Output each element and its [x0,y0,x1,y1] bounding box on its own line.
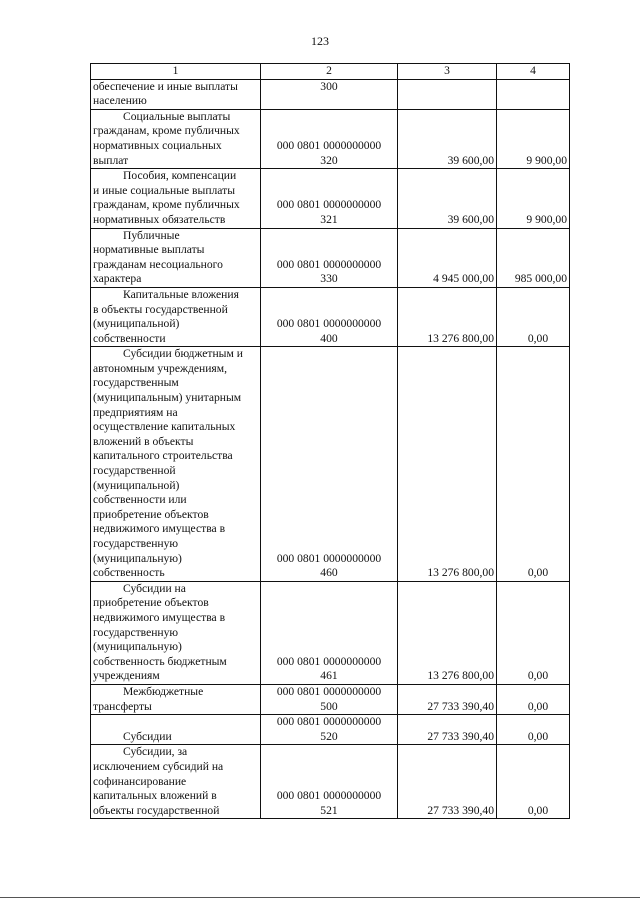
row-name-line: Социальные выплаты [123,109,231,123]
row-amount-col4: 0,00 [497,684,570,714]
row-name-line: собственности [93,331,166,345]
row-name-cell [91,715,261,745]
row-amount-col3 [398,79,497,109]
row-name-line: гражданам, кроме публичных [93,198,240,212]
row-name-line: государственную [93,537,179,550]
table-row [91,684,570,714]
row-amount-col4: 0,00 [497,347,570,582]
table-row [91,79,570,109]
row-name-line: Капитальные вложения [123,287,239,301]
row-name-line: (муниципальным) унитарным [93,391,242,405]
row-code-cell [261,228,398,287]
table-row [91,109,570,168]
table-row [91,715,570,745]
row-name-line: в объекты государственной [93,302,228,316]
row-name-cell [91,347,261,582]
code-type: 321 [320,212,338,226]
row-amount-col4: 0,00 [497,287,570,346]
row-name-line: (муниципальную) [93,640,182,654]
row-code-cell [261,715,398,745]
row-name-line: (муниципальной) [93,478,180,492]
row-amount-col3: 39 600,00 [398,169,497,228]
row-name-cell [91,287,261,346]
row-amount-col4: 0,00 [497,715,570,745]
code-classifier: 000 0801 0000000000 [276,684,382,698]
table-header-row [91,64,570,80]
row-name-cell [91,169,261,228]
row-amount-col3: 27 733 390,40 [398,745,497,819]
row-code-cell [261,347,398,582]
code-type: 500 [320,699,338,713]
table-row [91,169,570,228]
row-amount-col3: 13 276 800,00 [398,287,497,346]
code-classifier: 000 0801 0000000000 [276,317,382,331]
row-name-line: недвижимого имущества в [93,610,226,624]
table-row [91,581,570,684]
row-name-line: капитального строительства [93,449,233,463]
table-row [91,287,570,346]
row-name-line: исключением субсидий на [93,759,224,773]
row-name-cell [91,228,261,287]
row-name-cell [91,79,261,109]
row-name-line: собственность бюджетным [93,654,227,668]
column-header-3: 3 [398,64,497,80]
row-code-cell [261,287,398,346]
row-code-cell [261,684,398,714]
row-amount-col3: 39 600,00 [398,109,497,168]
table-row [91,228,570,287]
code-classifier: 000 0801 0000000000 [276,138,382,152]
row-name-line: государственной [93,464,176,478]
row-name-line: Публичные [123,228,180,242]
code-type: 300 [320,79,338,93]
row-amount-col4: 9 900,00 [497,169,570,228]
row-name-line: собственность [93,566,165,580]
row-name-line: Субсидии [123,729,172,743]
row-amount-col4: 9 900,00 [497,109,570,168]
code-classifier: 000 0801 0000000000 [276,715,382,729]
row-name-line: Субсидии, за [123,745,188,759]
row-amount-col4: 0,00 [497,581,570,684]
row-amount-col3: 27 733 390,40 [398,715,497,745]
row-name-line: гражданам несоциального [93,257,223,271]
row-name-line: Субсидии бюджетным и [123,347,243,361]
row-name-line: осуществление капитальных [93,420,236,434]
row-name-line: автономным учреждениям, [93,361,227,375]
row-name-line: государственную [93,625,179,639]
row-code-cell [261,79,398,109]
budget-table [90,63,570,819]
row-name-cell [91,745,261,819]
row-amount-col3: 13 276 800,00 [398,581,497,684]
row-name-line [93,715,258,730]
row-name-line: нормативные выплаты [93,243,205,257]
row-name-line: софинансирование [93,774,187,788]
code-classifier: 000 0801 0000000000 [276,789,382,803]
row-name-line: Пособия, компенсации [123,169,237,183]
row-code-cell [261,745,398,819]
column-header-2: 2 [261,64,398,80]
code-type: 461 [320,669,338,683]
row-name-line: вложений в объекты [93,434,194,448]
row-name-cell [91,109,261,168]
row-name-cell [91,581,261,684]
column-header-1: 1 [91,64,261,80]
row-name-line: недвижимого имущества в [93,522,226,536]
row-amount-col4 [497,79,570,109]
row-name-line: капитальных вложений в [93,789,217,803]
row-name-line: приобретение объектов [93,596,209,610]
code-classifier: 000 0801 0000000000 [276,551,382,565]
row-name-line: обеспечение и иные выплаты [93,79,238,93]
column-header-4: 4 [497,64,570,80]
code-type: 460 [320,566,338,580]
row-code-cell [261,109,398,168]
code-type: 520 [320,729,338,743]
row-name-line: трансферты [93,699,152,713]
row-code-cell [261,581,398,684]
row-name-line: гражданам, кроме публичных [93,124,240,138]
row-name-line: Субсидии на [123,581,186,595]
page-bottom-edge [0,897,640,898]
code-type: 521 [320,803,338,817]
row-name-line: собственности или [93,493,187,507]
row-name-cell [91,684,261,714]
row-amount-col4: 985 000,00 [497,228,570,287]
row-name-line: государственным [93,376,179,390]
row-name-line: приобретение объектов [93,507,209,521]
row-amount-col4: 0,00 [497,745,570,819]
page-number: 123 [311,34,329,48]
code-classifier: 000 0801 0000000000 [276,654,382,668]
row-name-line: объекты государственной [93,803,220,817]
row-name-line: характера [93,272,142,286]
row-name-line: и иные социальные выплаты [93,183,236,197]
table-row [91,745,570,819]
row-amount-col3: 27 733 390,40 [398,684,497,714]
code-classifier: 000 0801 0000000000 [276,257,382,271]
row-name-line: населению [93,94,147,108]
row-name-line: Межбюджетные [123,684,204,698]
row-amount-col3: 4 945 000,00 [398,228,497,287]
row-name-line: нормативных обязательств [93,212,226,226]
code-type: 330 [320,272,338,286]
row-name-line: предприятиям на [93,405,178,419]
code-type: 320 [320,153,338,167]
row-code-cell [261,169,398,228]
row-name-line: выплат [93,153,129,167]
row-amount-col3: 13 276 800,00 [398,347,497,582]
row-name-line: учреждениям [93,669,160,683]
row-name-line: (муниципальную) [93,551,182,565]
row-name-line: нормативных социальных [93,138,222,152]
code-classifier: 000 0801 0000000000 [276,198,382,212]
code-type: 400 [320,331,338,345]
row-name-line: (муниципальной) [93,317,180,331]
table-row [91,347,570,582]
